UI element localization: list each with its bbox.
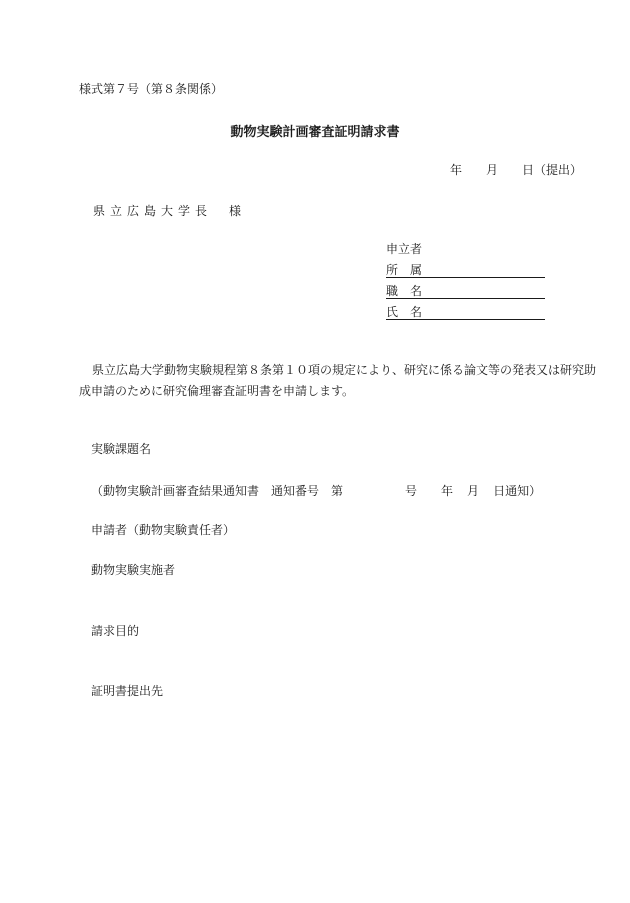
notice-line (91, 482, 541, 499)
date-day: 日 (522, 163, 535, 177)
document-title: 動物実験計画審査証明請求書 (230, 125, 400, 140)
implementers-label: 動物実験実施者 (91, 563, 176, 577)
form-number: 様式第７号（第８条関係） (79, 82, 224, 96)
experiment-title-label: 実験課題名 (91, 442, 152, 456)
affiliation-label: 所 属 (386, 263, 423, 277)
affiliation-field[interactable] (386, 261, 545, 278)
applicant-label: 申立者 (386, 242, 423, 256)
date-note: （提出） (534, 163, 583, 177)
purpose-label: 請求目的 (91, 624, 140, 638)
notice-prefix: （動物実験計画審査結果通知書 通知番号 第 (91, 484, 344, 498)
notice-year: 年 (441, 484, 454, 498)
date-line (450, 161, 582, 178)
notice-month: 月 (467, 484, 480, 498)
applicant-responsible-label: 申請者（動物実験責任者） (91, 523, 236, 537)
addressee: 県立広島大学長 様 (93, 204, 247, 218)
body-text: 県立広島大学動物実験規程第８条第１０項の規定により、研究に係る論文等の発表又は研究助成申請のために研究倫理審査証明書を申請します。 (79, 363, 597, 398)
name-field[interactable] (386, 303, 545, 320)
notice-day: 日通知） (493, 484, 542, 498)
date-year: 年 (450, 163, 463, 177)
position-label: 職 名 (386, 284, 423, 298)
notice-number-suffix: 号 (405, 484, 418, 498)
name-label: 氏 名 (386, 305, 423, 319)
date-month: 月 (486, 163, 499, 177)
position-field[interactable] (386, 282, 545, 299)
destination-label: 証明書提出先 (91, 684, 164, 698)
